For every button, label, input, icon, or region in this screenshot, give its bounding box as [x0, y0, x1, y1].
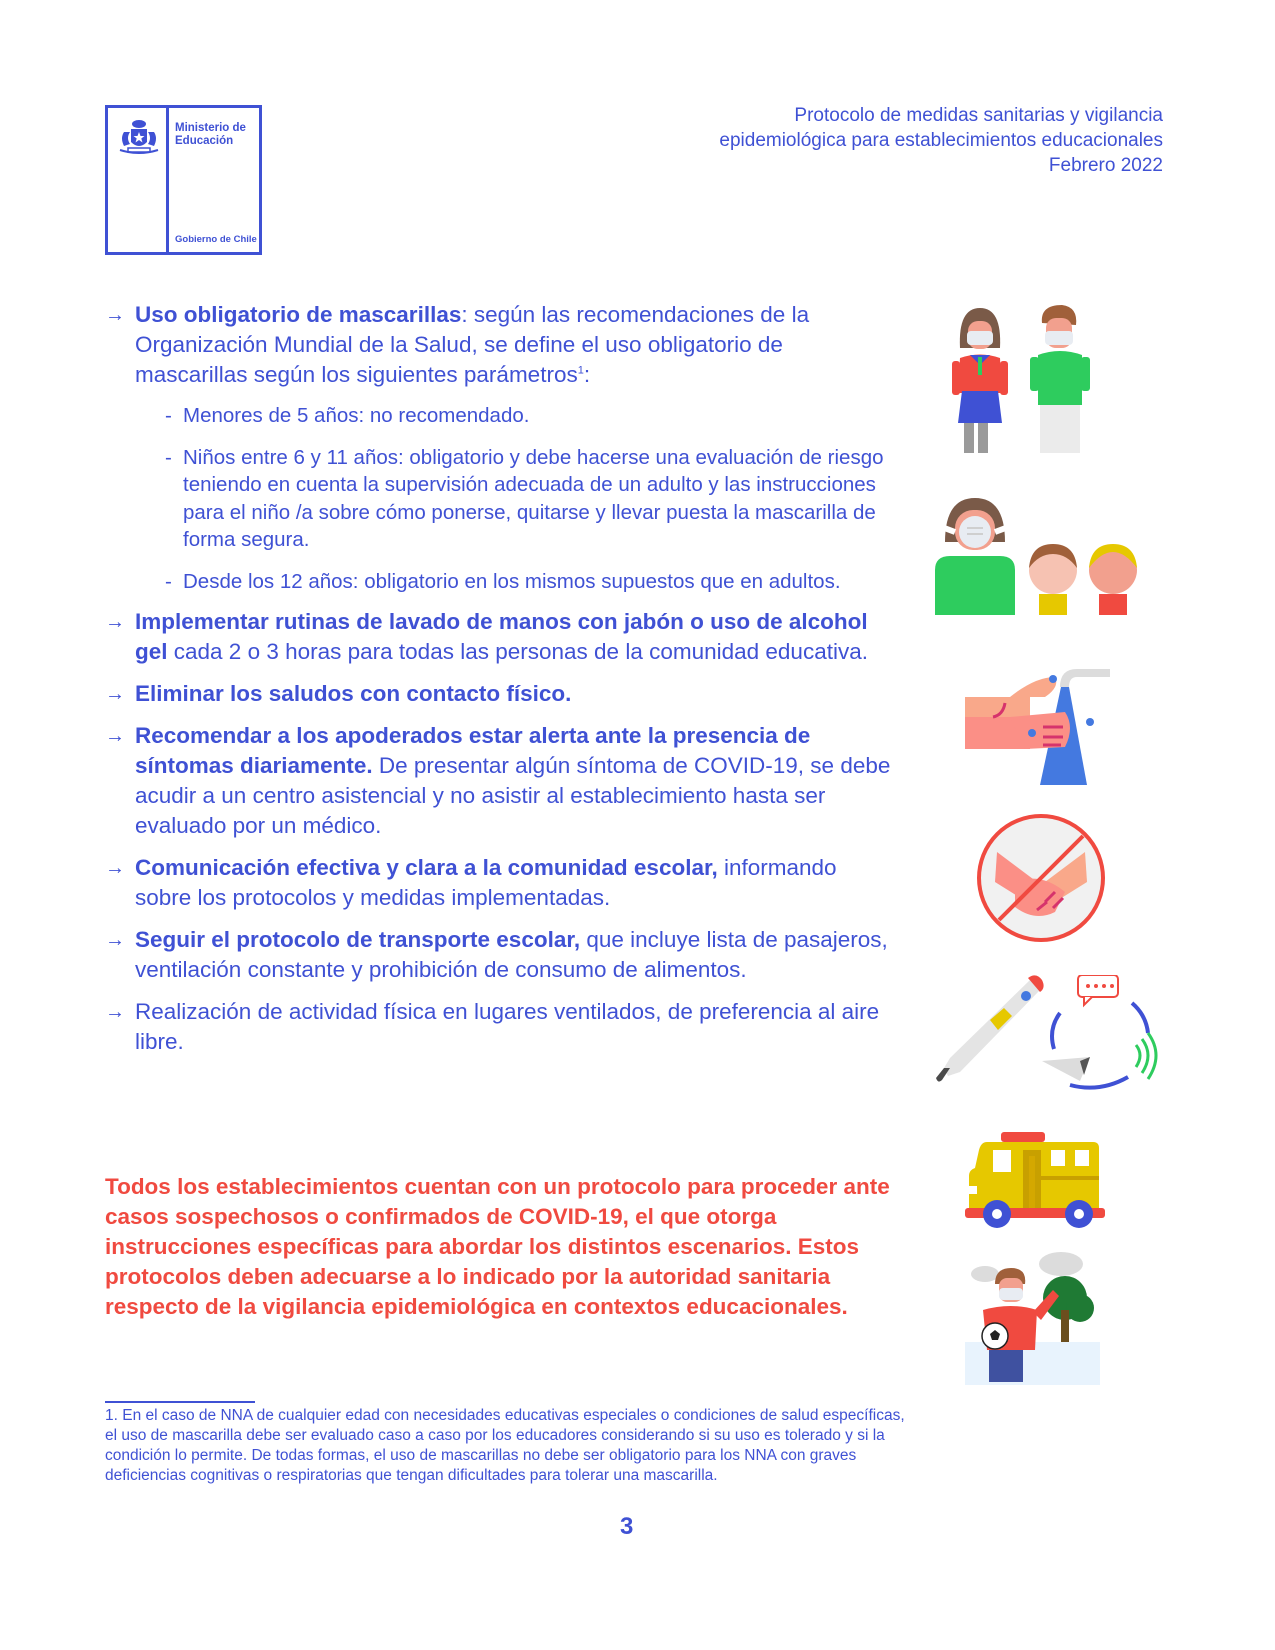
header-title-line-2: epidemiológica para establecimientos educacionales [719, 130, 1163, 151]
arrow-right-icon: → [105, 1001, 125, 1023]
subitem-12-plus [165, 568, 895, 596]
thermometer-icon [930, 972, 1050, 1092]
dash-marker: - [165, 404, 172, 427]
bullet-bold: Recomendar a los apoderados estar alerta ante la presencia de síntomas diariamente. [135, 723, 811, 778]
subitem-text: Desde los 12 años: obligatorio en los mismos supuestos que en adultos. [183, 569, 841, 593]
government-label: Gobierno de Chile [175, 234, 257, 245]
document-header [719, 103, 1163, 178]
arrow-right-icon: → [105, 725, 125, 747]
header-date: Febrero 2022 [1048, 155, 1163, 176]
ministry-line-1: Ministerio de [175, 122, 246, 134]
ministry-line-2: Educación [175, 135, 234, 147]
dash-marker: - [165, 445, 172, 469]
bullet-bold: Eliminar los saludos con contacto físico. [135, 681, 572, 706]
communication-cycle-icon [1040, 975, 1160, 1095]
bullet-communication [105, 853, 895, 913]
school-bus-icon [965, 1130, 1110, 1230]
header-title-line-1: Protocolo de medidas sanitarias y vigilancia [794, 105, 1163, 126]
bullet-text: Realización de actividad física en lugares ventilados, de preferencia al aire libre. [135, 999, 880, 1054]
bullet-text-after: : [583, 362, 591, 387]
arrow-right-icon: → [105, 857, 125, 879]
bullet-text: que incluye lista de pasajeros, ventilación constante y prohibición de consumo de alimentos. [135, 927, 888, 982]
family-with-mask-icon [935, 490, 1145, 615]
bullet-bold: Seguir el protocolo de transporte escolar, [135, 927, 581, 952]
dash-marker: - [165, 569, 172, 593]
outdoor-activity-icon [965, 1250, 1105, 1385]
bullet-text: : según las recomendaciones de la Organización Mundial de la Salud, se define el uso obligatorio de mascarillas según los siguientes parámetros [135, 302, 810, 387]
bullet-bold: Uso obligatorio de mascarillas [135, 302, 462, 327]
bullet-no-contact-greetings [105, 679, 895, 709]
subitem-under-5 [165, 402, 895, 430]
bullet-bold: Comunicación efectiva y clara a la comunidad escolar, [135, 855, 718, 880]
bullet-handwashing [105, 607, 895, 667]
subitem-6-to-11 [165, 444, 895, 554]
subitem-text: Menores de 5 años: no recomendado. [183, 404, 530, 427]
subitem-text: Niños entre 6 y 11 años: obligatorio y debe hacerse una evaluación de riesgo teniendo en cuenta la supervisión adecuada de un adulto y las instrucciones para el niño /a sobre cómo ponerse, quitarse y llevar puesta la mascarilla de forma segura. [183, 445, 884, 551]
arrow-right-icon: → [105, 929, 125, 951]
protocol-alert-text: Todos los establecimientos cuentan con un protocolo para proceder ante casos sospechosos o confirmados de COVID-19, el que otorga instrucciones específicas para abordar los distintos escenarios. Estos protocolos deben adecuarse a lo indicado por la autoridad sanitaria respecto de la vigilancia epidemiológica en contextos educacionales. [105, 1174, 890, 1319]
measures-list [105, 300, 895, 1069]
students-with-masks-icon [950, 303, 1110, 463]
no-handshake-icon [975, 812, 1107, 944]
mask-age-sublist [135, 402, 895, 595]
bullet-bold: Implementar rutinas de lavado de manos con jabón o uso de alcohol gel [135, 609, 868, 664]
bullet-symptom-alert [105, 721, 895, 841]
handwashing-icon [965, 657, 1115, 787]
page-number: 3 [620, 1513, 634, 1540]
ministry-logo [105, 105, 262, 255]
bullet-physical-activity [105, 997, 895, 1057]
bullet-text: informando sobre los protocolos y medidas implementadas. [135, 855, 837, 910]
footnote-divider [105, 1401, 255, 1403]
bullet-masks [105, 300, 895, 595]
footnote-1: 1. En el caso de NNA de cualquier edad con necesidades educativas especiales o condiciones de salud específicas, el uso de mascarilla debe ser evaluado caso a caso por los educadores considerando si su uso es tolerado y si la condición lo permite. De todas formas, el uso de mascarillas no debe ser obligatorio para los NNA con graves deficiencias cognitivas o respiratorias que tengan dificultades para tolerar una mascarilla. [105, 1407, 905, 1484]
arrow-right-icon: → [105, 683, 125, 705]
bullet-school-transport [105, 925, 895, 985]
arrow-right-icon: → [105, 611, 125, 633]
coat-of-arms-icon [116, 118, 162, 158]
footnote-ref[interactable]: 1 [577, 364, 584, 377]
ministry-name [175, 122, 253, 148]
bullet-text: cada 2 o 3 horas para todas las personas de la comunidad educativa. [167, 639, 868, 664]
logo-emblem-panel [108, 108, 169, 252]
bullet-text: De presentar algún síntoma de COVID-19, se debe acudir a un centro asistencial y no asistir al establecimiento hasta ser evaluado por un médico. [135, 753, 891, 838]
arrow-right-icon: → [105, 304, 125, 326]
